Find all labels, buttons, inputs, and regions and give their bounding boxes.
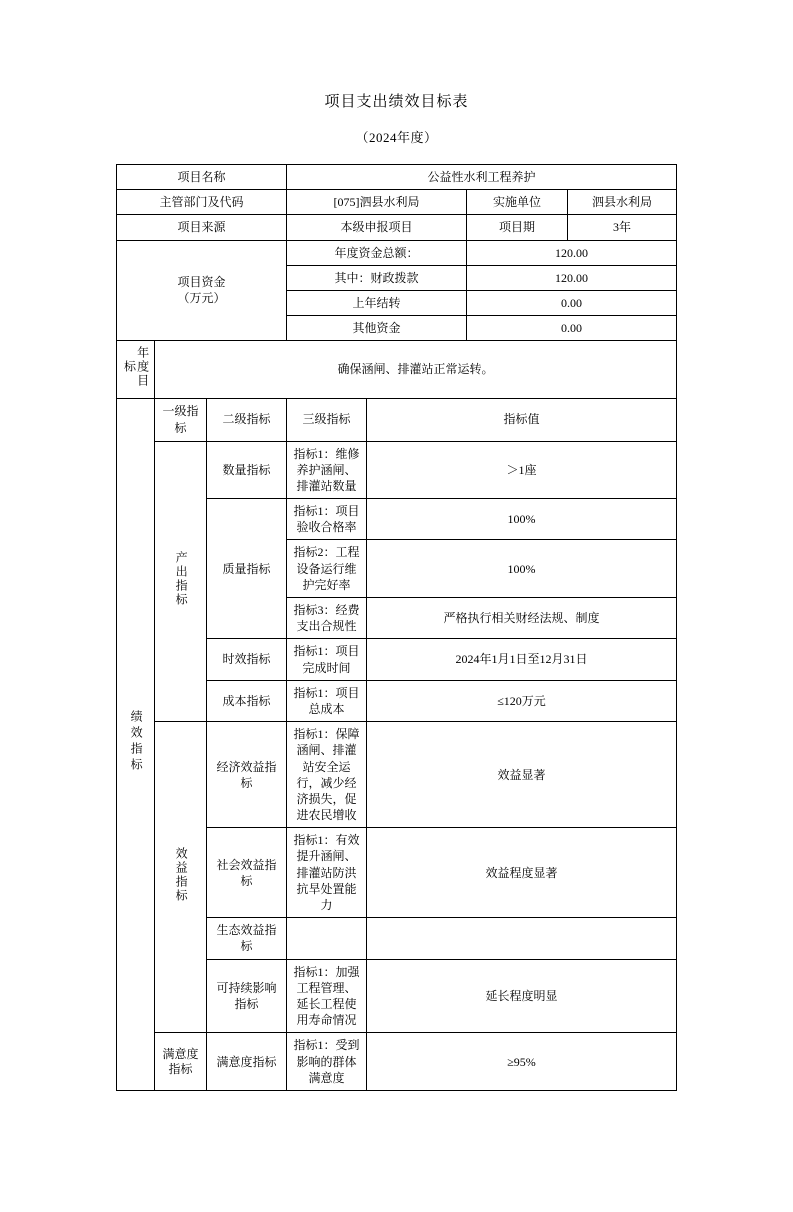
indicator-level2: 时效指标 [206, 639, 286, 680]
indicator-level2: 成本指标 [206, 680, 286, 721]
page-title: 项目支出绩效目标表 [324, 94, 469, 110]
indicator-value: 效益显著 [367, 722, 677, 828]
funds-label-line1: 项目资金 [177, 275, 226, 290]
indicator-value: ＞1座 [367, 441, 677, 499]
table-row-indicator [116, 1033, 676, 1091]
period-value: 3年 [613, 220, 632, 235]
indicator-level3: 指标1：有效提升涵闸、排灌站防洪抗旱处置能力 [287, 828, 367, 918]
performance-indicator-label: 绩效指标 [116, 398, 154, 1090]
source-value: 本级申报项目 [287, 215, 467, 240]
indicator-level1-satisfaction: 满意度指标 [154, 1033, 206, 1091]
table-row-indicator [116, 441, 676, 499]
indicator-value: 效益程度显著 [367, 828, 677, 918]
indicator-level3: 指标2：工程设备运行维护完好率 [287, 540, 367, 598]
table-row-indicator-header [116, 398, 676, 441]
indicator-level3: 指标1：加强工程管理、延长工程使用寿命情况 [287, 959, 367, 1033]
funds-row-name-2: 上年结转 [287, 290, 467, 315]
indicator-level3: 指标1：项目验收合格率 [287, 499, 367, 540]
indicator-level2: 数量指标 [206, 441, 286, 499]
period-label: 项目期 [467, 215, 568, 239]
indicator-level2: 经济效益指标 [206, 722, 286, 828]
project-name-value: 公益性水利工程养护 [287, 165, 677, 190]
table-row-funds-1 [116, 240, 676, 265]
funds-label [116, 240, 286, 341]
annual-goal-value: 确保涵闸、排灌站正常运转。 [154, 341, 676, 398]
indicator-level3: 指标1：维修养护涵闸、排灌站数量 [287, 441, 367, 499]
source-label: 项目来源 [116, 215, 286, 240]
department-value: [075]泗县水利局 [287, 190, 467, 215]
funds-row-value-2: 0.00 [467, 290, 677, 315]
indicator-level2: 社会效益指标 [206, 828, 286, 918]
table-row-source [116, 215, 676, 240]
funds-row-name-1: 其中：财政拨款 [287, 265, 467, 290]
indicator-header-value: 指标值 [367, 398, 677, 441]
indicator-value [367, 918, 677, 959]
annual-goal-label: 年度目标 [116, 341, 154, 398]
indicator-level2: 生态效益指标 [206, 918, 286, 959]
indicator-level2: 满意度指标 [206, 1033, 286, 1091]
impl-unit-value: 泗县水利局 [592, 195, 653, 210]
indicator-level3 [287, 918, 367, 959]
table-row-project-name [116, 165, 676, 190]
table-row-department [116, 190, 676, 215]
indicator-value: 2024年1月1日至12月31日 [367, 639, 677, 680]
impl-unit-label: 实施单位 [467, 190, 568, 214]
indicator-header-level2: 二级指标 [206, 398, 286, 441]
indicator-level1-output: 产出指标 [154, 441, 206, 722]
impl-unit-cellgroup [467, 190, 677, 215]
indicator-level1-benefit: 效益指标 [154, 722, 206, 1033]
indicator-level2: 可持续影响指标 [206, 959, 286, 1033]
indicator-header-level1: 一级指标 [154, 398, 206, 441]
page-subtitle: （2024年度） [355, 130, 438, 145]
indicator-level3: 指标1：项目完成时间 [287, 639, 367, 680]
indicator-value: ≥95% [367, 1033, 677, 1091]
project-name-label: 项目名称 [116, 165, 286, 190]
funds-row-name-3: 其他资金 [287, 316, 467, 341]
indicator-value: 延长程度明显 [367, 959, 677, 1033]
period-cellgroup [467, 215, 677, 240]
indicator-header-level3: 三级指标 [287, 398, 367, 441]
table-row-annual-goal [116, 341, 676, 398]
indicator-level2: 质量指标 [206, 499, 286, 639]
indicator-level3: 指标1：保障涵闸、排灌站安全运行，减少经济损失，促进农民增收 [287, 722, 367, 828]
indicator-level3: 指标3：经费支出合规性 [287, 598, 367, 639]
department-label: 主管部门及代码 [116, 190, 286, 215]
funds-row-name-0: 年度资金总额： [287, 240, 467, 265]
indicator-value: ≤120万元 [367, 680, 677, 721]
funds-row-value-1: 120.00 [467, 265, 677, 290]
funds-row-value-0: 120.00 [467, 240, 677, 265]
document-page [0, 90, 793, 1212]
indicator-level3: 指标1：项目总成本 [287, 680, 367, 721]
indicator-value: 严格执行相关财经法规、制度 [367, 598, 677, 639]
indicator-value: 100% [367, 540, 677, 598]
performance-target-table [116, 164, 677, 1091]
table-row-indicator [116, 722, 676, 828]
funds-label-line2: （万元） [177, 291, 226, 306]
funds-row-value-3: 0.00 [467, 316, 677, 341]
indicator-level3: 指标1：受到影响的群体满意度 [287, 1033, 367, 1091]
indicator-value: 100% [367, 499, 677, 540]
